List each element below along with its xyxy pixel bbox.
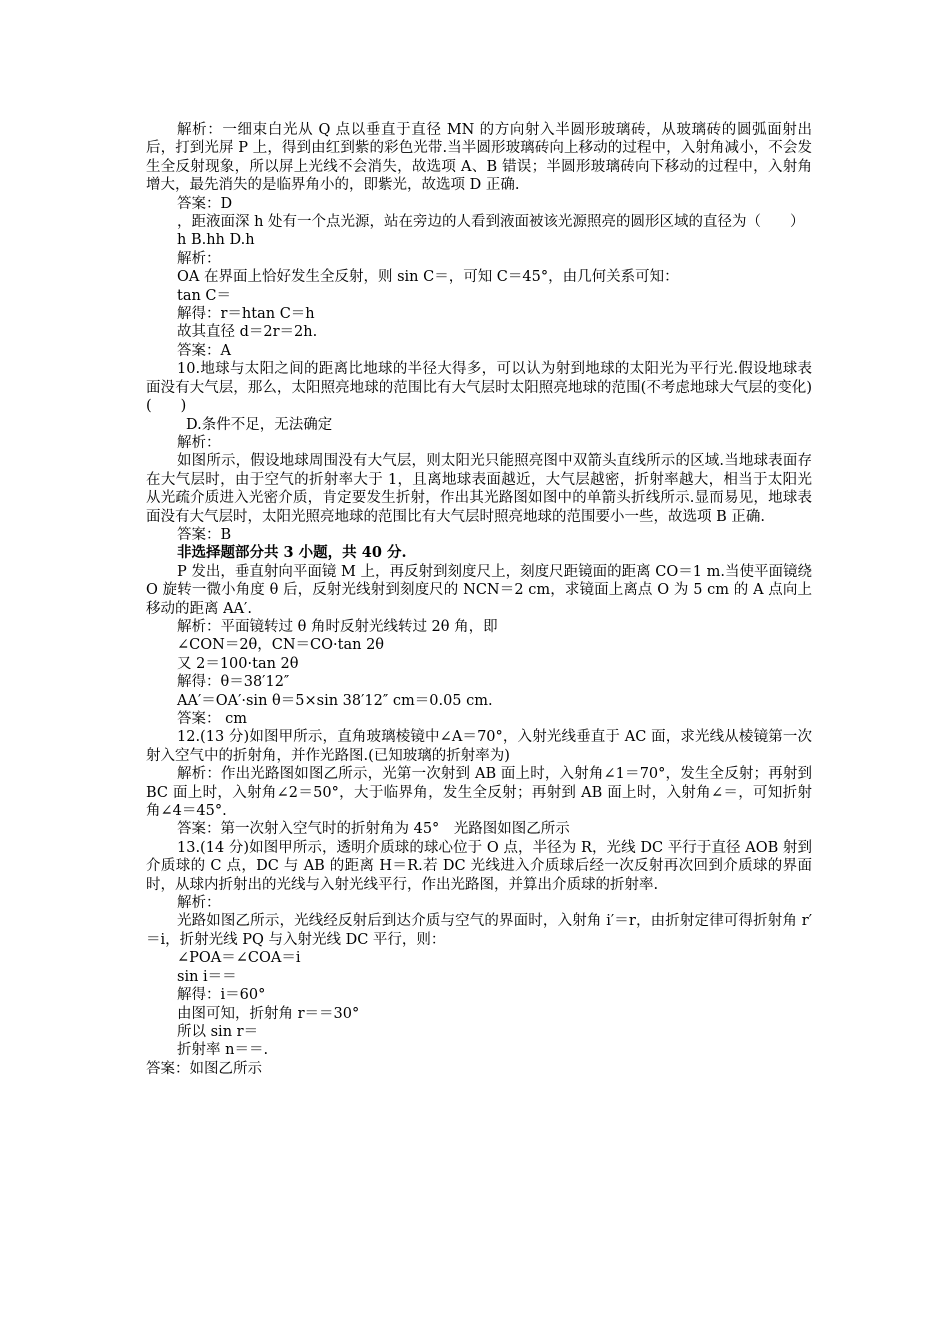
paragraph: 如图所示，假设地球周围没有大气层，则太阳光只能照亮图中双箭头直线所示的区域.当地球表面存在大气层时，由于空气的折射率大于 1，且离地球表面越近，大气层越密，折射率越大，相当于太阳光从光疏介质进入光密介质，肯定要发生折射，作出其光路图如图中的单箭头折线所示.显而易见，地球表面没有大气层时，太阳光照亮地球的范围比有大气层时照亮地球的范围要小一些，故选项 B 正确.	[146, 453, 812, 525]
paragraph: 解析：平面镜转过 θ 角时反射光线转过 2θ 角，即	[177, 618, 498, 635]
paragraph: ∠POA＝∠COA＝i	[177, 950, 301, 967]
paragraph: D.条件不足，无法确定	[186, 416, 333, 433]
paragraph: 12.(13 分)如图甲所示，直角玻璃棱镜中∠A＝70°，入射光线垂直于 AC 面，求光线从棱镜第一次射入空气中的折射角，并作光路图.(已知玻璃的折射率为)	[146, 729, 812, 764]
paragraph: AA′＝OA′·sin θ＝5×sin 38′12″ cm＝0.05 cm.	[177, 692, 493, 709]
paragraph: 答案：第一次射入空气时的折射角为 45° 光路图如图乙所示	[177, 821, 570, 838]
paragraph: 答案：D	[177, 195, 233, 212]
paragraph: sin i＝＝	[177, 968, 237, 985]
paragraph: 解析：一细束白光从 Q 点以垂直于直径 MN 的方向射入半圆形玻璃砖，从玻璃砖的圆弧面射出后，打到光屏 P 上，得到由红到紫的彩色光带.当半圆形玻璃砖向上移动的过程中，入射角减小，不会发生全反射现象，所以屏上光线不会消失，故选项 A、B 错误；半圆形玻璃砖向下移动的过程中，入射角增大，最先消失的是临界角小的，即紫光，故选项 D 正确.	[146, 122, 812, 194]
paragraph: h B.hh D.h	[177, 232, 255, 249]
paragraph: 故其直径 d＝2r＝2h.	[177, 324, 318, 341]
section-heading: 非选择题部分共 3 小题，共 40 分.	[177, 544, 407, 562]
paragraph: 折射率 n＝＝.	[177, 1042, 269, 1059]
paragraph: 解析：	[177, 895, 221, 912]
paragraph: 答案：如图乙所示	[146, 1060, 262, 1077]
document-body	[146, 121, 827, 1078]
paragraph: 答案： cm	[177, 711, 247, 727]
paragraph: 13.(14 分)如图甲所示，透明介质球的球心位于 O 点，半径为 R，光线 DC 平行于直径 AOB 射到介质球的 C 点，DC 与 AB 的距离 H＝R.若 DC 光线进入介质球后经一次反射再次回到介质球的界面时，从球内折射出的光线与入射光线平行，作出光路图，并算出介质球的折射率.	[146, 839, 812, 893]
paragraph: tan C＝	[177, 287, 232, 304]
paragraph: 答案：A	[177, 342, 231, 359]
paragraph: 10.地球与太阳之间的距离比地球的半径大得多，可以认为射到地球的太阳光为平行光.假设地球表面没有大气层，那么，太阳照亮地球的范围比有大气层时太阳照亮地球的范围(不考虑地球大气层的变化) ( )	[146, 361, 827, 415]
paragraph: ∠CON＝2θ，CN＝CO·tan 2θ	[177, 637, 385, 654]
paragraph: P 发出，垂直射向平面镜 M 上，再反射到刻度尺上，刻度尺距镜面的距离 CO＝1 m.当使平面镜绕 O 旋转一微小角度 θ 后，反射光线射到刻度尺的 NCN＝2 cm，求镜面上离点 O 为 5 cm 的 A 点向上移动的距离 AA′.	[146, 563, 812, 617]
paragraph: 解得：i＝60°	[177, 987, 266, 1004]
paragraph: 光路如图乙所示，光线经反射后到达介质与空气的界面时，入射角 i′＝r，由折射定律可得折射角 r′＝i，折射光线 PQ 与入射光线 DC 平行，则：	[146, 913, 812, 948]
paragraph: 所以 sin r＝	[177, 1023, 259, 1040]
paragraph: 由图可知，折射角 r＝＝30°	[177, 1005, 360, 1022]
paragraph: 解得：θ＝38′12″	[177, 674, 290, 691]
paragraph: 答案：B	[177, 526, 232, 543]
paragraph: 解析：	[177, 434, 221, 451]
paragraph: 解得：r＝htan C＝h	[177, 306, 315, 323]
paragraph: 又 2＝100·tan 2θ	[177, 655, 299, 672]
paragraph: 解析：作出光路图如图乙所示，光第一次射到 AB 面上时，入射角∠1＝70°，发生全反射；再射到 BC 面上时，入射角∠2＝50°，大于临界角，发生全反射；再射到 AB 面上时，入射角∠＝，可知折射角∠4＝45°.	[146, 766, 812, 820]
paragraph: OA 在界面上恰好发生全反射，则 sin C＝，可知 C＝45°，由几何关系可知：	[177, 269, 679, 286]
paragraph: ，距液面深 h 处有一个点光源，站在旁边的人看到液面被该光源照亮的圆形区域的直径为（ ）	[177, 214, 805, 231]
paragraph: 解析：	[177, 250, 221, 267]
